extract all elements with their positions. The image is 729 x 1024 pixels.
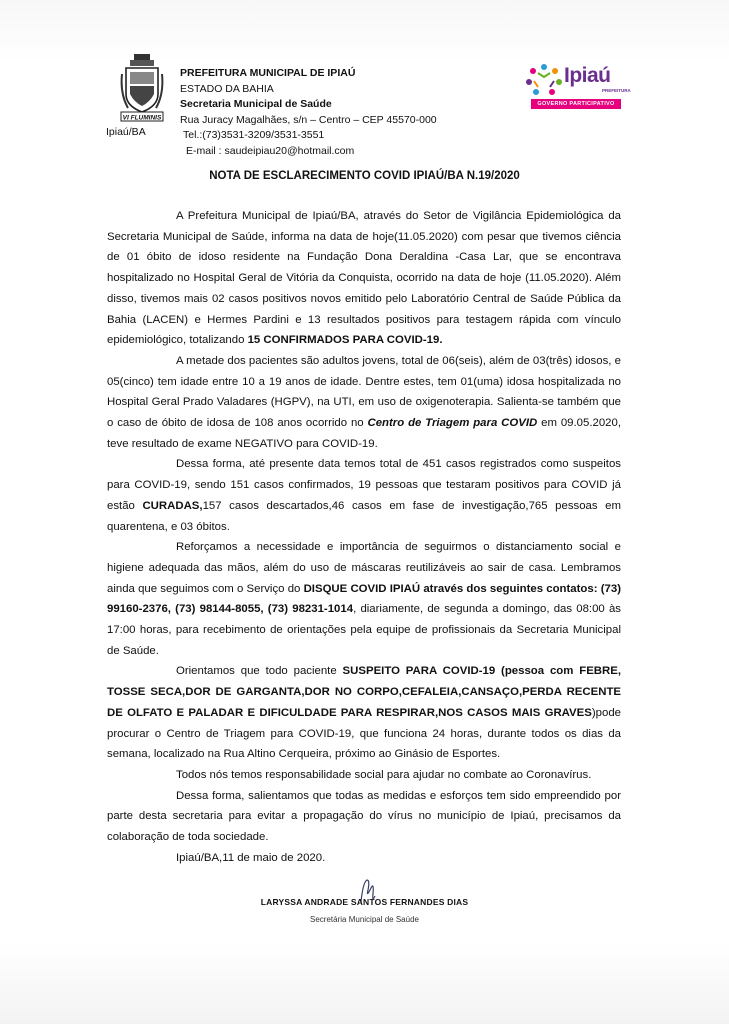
header-city: Ipiaú/BA — [106, 126, 146, 138]
ipiau-logo — [524, 61, 631, 113]
signatory-name: LARYSSA ANDRADE SANTOS FERNANDES DIAS — [260, 897, 469, 907]
address: Rua Juracy Magalhães, s/n – Centro – CEP 45570-000 — [180, 113, 437, 126]
p4-text-end: , diariamente, de segunda a domingo, das 08:00 às 17:00 horas, para recebimento de orientações pela equipe de profissionais da Secretaria Municipal de Saúde. — [107, 603, 621, 657]
letterhead — [180, 66, 437, 159]
logo-tagline: GOVERNO PARTICIPATIVO — [531, 99, 621, 109]
paragraph-2 — [107, 351, 621, 455]
org-name: PREFEITURA MUNICIPAL DE IPIAÚ — [180, 67, 356, 79]
logo-prefeitura: PREFEITURA — [602, 88, 631, 93]
people-circle-icon — [524, 63, 564, 99]
p4-text: Reforçamos a necessidade e importância de seguirmos o distanciamento social e higiene adequada das mãos, além do uso de máscaras reutilizáveis ao sair de casa. Lembramos ainda que seguimos com o Serviço do — [107, 541, 621, 595]
municipal-crest-icon — [120, 54, 164, 126]
paragraph-3 — [107, 454, 621, 537]
p1-bold: 15 CONFIRMADOS PARA COVID-19. — [247, 334, 443, 347]
p2-bold-italic: Centro de Triagem para COVID — [367, 417, 538, 430]
p5-bold: SUSPEITO PARA COVID-19 (pessoa com FEBRE, TOSSE SECA,DOR DE GARGANTA,DOR NO CORPO,CEFALEIA,CANSAÇO,PERDA RECENTE DE OLFATO E PALADAR E DIFICULDADE PARA RESPIRAR,NOS CASOS MAIS GRAVES — [107, 665, 621, 719]
document-title: NOTA DE ESCLARECIMENTO COVID IPIAÚ/BA N.19/2020 — [209, 170, 520, 182]
date-line: Ipiaú/BA,11 de maio de 2020. — [176, 851, 326, 864]
p2-text: A metade dos pacientes são adultos jovens, total de 06(seis), além de 03(três) idosos, e 05(cinco) tem idade entre 10 a 19 anos de idade. Dentre estes, tem 01(uma) idosa hospitalizada no Hospital Geral Prado Valadares (HGPV), na UTI, em uso de oxigenoterapia. Salienta-se também que o caso de óbito de idosa de 108 anos ocorrido no — [107, 354, 621, 430]
p3-text-end: 157 casos descartados,46 casos em fase de investigação,765 pessoas em quarentena, e 03 óbitos. — [107, 499, 621, 533]
email: E-mail : saudeipiau20@hotmail.com — [186, 144, 355, 157]
logo-wordmark: Ipiaú — [564, 64, 611, 87]
document-body — [107, 206, 621, 869]
paragraph-7: Dessa forma, salientamos que todas as medidas e esforços tem sido empreendido por parte desta secretaria para evitar a propagação do vírus no município de Ipiaú, precisamos da colaboração de toda sociedade. — [107, 789, 621, 844]
p1-text: A Prefeitura Municipal de Ipiaú/BA, através do Setor de Vigilância Epidemiológica da Secretaria Municipal de Saúde, informa na data de hoje(11.05.2020) com pesar que tivemos ciência de 01 óbito de idoso residente na Fundação Dona Deraldina -Casa Lar, que se encontrava hospitalizado no Hospital Geral de Vitória da Conquista, ocorrido na data de hoje (11.05.2020). Além disso, tivemos mais 02 casos positivos novos emitido pelo Laboratório Central de Saúde Pública da Bahia (LACEN) e Hermes Pardini e 13 resultados positivos para testagem rápida com vínculo epidemiológico, totalizando — [107, 210, 621, 347]
p5-text: Orientamos que todo paciente — [176, 665, 343, 678]
p3-text: Dessa forma, até presente data temos total de 451 casos registrados como suspeitos para COVID-19, sendo 151 casos confirmados, 19 pessoas que testaram positivos para COVID já estão — [107, 458, 621, 512]
paragraph-1 — [107, 206, 621, 351]
paragraph-6: Todos nós temos responsabilidade social para ajudar no combate ao Coronavírus. — [176, 768, 592, 781]
department-name: Secretaria Municipal de Saúde — [180, 98, 332, 110]
paragraph-4 — [107, 537, 621, 661]
p2-text-end: em 09.05.2020, teve resultado de exame NEGATIVO para COVID-19. — [107, 417, 621, 450]
p4-bold: DISQUE COVID IPIAÚ através dos seguintes contatos: (73) 99160-2376, (73) 98144-8055, (73) 98231-1014 — [107, 582, 621, 616]
p3-bold: CURADAS, — [142, 499, 203, 512]
state-name: ESTADO DA BAHIA — [180, 82, 274, 95]
phone: Tel.:(73)3531-3209/3531-3551 — [183, 129, 325, 141]
p5-text-end: )pode procurar o Centro de Triagem para COVID-19, que funciona 24 horas, durante todos os dias da semana, localizado na Rua Altino Cerqueira, próximo ao Ginásio de Esportes. — [107, 706, 621, 761]
paragraph-5 — [107, 661, 621, 765]
crest-motto: VI FLUMINIS — [122, 114, 162, 122]
signatory-role: Secretária Municipal de Saúde — [310, 915, 419, 924]
